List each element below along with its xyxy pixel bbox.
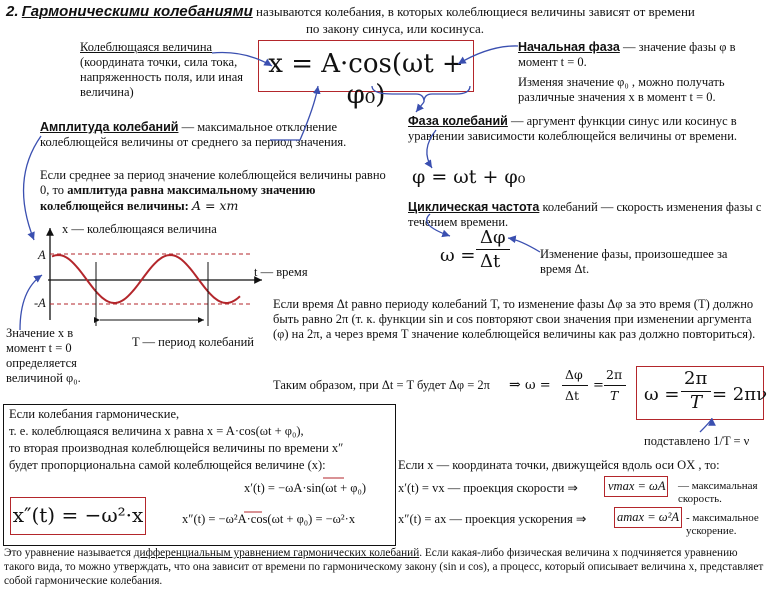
arrow-brace (416, 102, 424, 112)
harmonic-l2: т. е. колеблющаяся величина x равна x = A·cos(ωt + φ₀), (9, 424, 304, 438)
harmonic-l3: то вторая производная колеблющейся величины по времени x″ (9, 441, 344, 455)
initial-phase-title: Начальная фаза (518, 40, 620, 54)
graph-sine-wave (52, 255, 240, 303)
graph-negA-label: -A (34, 296, 46, 310)
omega-num: 2π (684, 368, 708, 389)
period-frac1-num: Δφ (565, 367, 583, 382)
oscillating-desc: (координата точки, сила тока, напряженность поля, или иная величина) (80, 55, 243, 99)
omega-lhs: ω = (644, 384, 680, 405)
footer-term: дифференциальным уравнением гармонических колебаний (133, 547, 420, 559)
phase-formula: φ = ωt + φ₀ (412, 166, 526, 188)
amplitude-note-bold: амплитуда равна максимальному значению колеблющейся величины: (40, 183, 316, 213)
section-number: 2. (6, 3, 19, 20)
cyclic-title: Циклическая частота (408, 200, 540, 214)
amplitude-desc: — максимальное отклонение колеблющейся величины от среднего за период значения. (40, 120, 347, 149)
period-frac1-den: Δt (565, 388, 580, 403)
graph-t-label: t — время (254, 265, 308, 279)
phase-desc: — аргумент функции синус или косинус в уравнении зависимости колеблющейся величины от времени. (408, 114, 738, 143)
main-formula: x = A·cos(ωt + φ₀) (268, 49, 464, 111)
harmonic-l4: будет пропорциональна самой колеблющейся величине (x): (9, 458, 326, 472)
cyclic-formula-lhs: ω = (440, 245, 476, 266)
harmonic-l1: Если колебания гармонические, (9, 407, 180, 421)
omega-den: T (690, 392, 703, 413)
vmax-note: — максимальная скорость. (678, 480, 758, 506)
diff-eq: x″(t) = −ω²·x (12, 503, 144, 527)
derivative-1: x′(t) = −ωA·sin(ωt + φ₀) (244, 481, 367, 495)
period-eq: = (593, 378, 604, 393)
arrow-amplitude-graph (24, 136, 41, 240)
period-frac2-den: T (610, 388, 619, 403)
period-paragraph: Если время Δt равно периоду колебаний T, то изменение фазы Δφ за это время (T) должно быть равно 2π (т. к. функции sin и cos повторяют свои значения при изменении аргумента (φ) на 2π, а через время T значение колеблющейся величины как раз должно повториться). (273, 297, 756, 341)
arrow-initial-phase (458, 46, 518, 64)
amplitude-note-text: Если среднее за период значение колеблющейся величины равно 0, то (40, 168, 386, 197)
header-text: называются колебания, в которых колеблющиеся величины зависят от времени (256, 4, 695, 19)
velocity-line: x′(t) = vx — проекция скорости ⇒ (398, 481, 578, 495)
amplitude-formula: A = xm (191, 198, 239, 213)
amax-formula: amax = ω²A (617, 510, 679, 524)
omega-rhs: = 2πν (712, 384, 768, 405)
arrow-oscillating (212, 53, 272, 66)
derivative-2: x″(t) = −ω²A·cos(ωt + φ₀) = −ω²·x (182, 512, 356, 526)
section-term: Гармоническими колебаниями (21, 3, 253, 20)
graph-x0-note: Значение x в момент t = 0 определяется величиной φ₀. (6, 326, 81, 385)
coord-intro: Если x — координата точки, движущейся вдоль оси OX , то: (398, 458, 720, 472)
cyclic-desc: колебаний — скорость изменения фазы с течением времени. (408, 200, 762, 229)
phase-title: Фаза колебаний (408, 114, 508, 128)
vmax-formula: vmax = ωA (608, 479, 666, 493)
cyclic-formula-num: Δφ (480, 227, 506, 248)
amplitude-title: Амплитуда колебаний (40, 120, 179, 134)
arrow-cyclic (427, 214, 450, 236)
arrow-subst (700, 418, 712, 432)
period-w: ω = (525, 378, 551, 393)
header-line2: по закону синуса, или косинуса. (305, 21, 485, 36)
footer-pre: Это уравнение называется (4, 547, 131, 559)
footer-post: . Если какая-либо физическая величина x подчиняется уравнению такого вида, то можно утверждать, что она зависит от времени по гармоническому закону (sin и cos), а процесс, который описывает величина x, представляет собой гармонические колебания. (4, 547, 764, 587)
subst-note: подставлено 1/T = ν (644, 434, 750, 448)
initial-phase-desc2: Изменяя значение φ₀ , можно получать различные значения x в момент t = 0. (518, 75, 725, 104)
implies-arrow: ⇒ (509, 377, 521, 393)
period-prefix: Таким образом, при Δt = T будет Δφ = 2π (273, 378, 490, 392)
initial-phase-desc1: — значение фазы φ в момент t = 0. (518, 40, 736, 69)
graph-A-label: A (38, 248, 46, 262)
period-frac2-num: 2π (606, 367, 623, 382)
arrow-delta-phi (508, 238, 540, 252)
cyclic-note: Изменение фазы, произошедшее за время Δt. (540, 247, 728, 276)
acceleration-line: x″(t) = ax — проекция ускорения ⇒ (398, 512, 587, 526)
phase-brace (372, 86, 470, 102)
amax-note: - максимальное ускорение. (686, 512, 759, 538)
arrow-phase (427, 130, 436, 168)
graph-period-label: T — период колебаний (132, 335, 254, 349)
graph-y-label: x — колеблющаяся величина (62, 222, 217, 236)
arrow-x0 (20, 275, 42, 330)
cyclic-formula-den: Δt (480, 251, 501, 272)
arrow-amplitude (270, 86, 318, 140)
oscillating-title: Колеблющаяся величина (80, 40, 213, 54)
